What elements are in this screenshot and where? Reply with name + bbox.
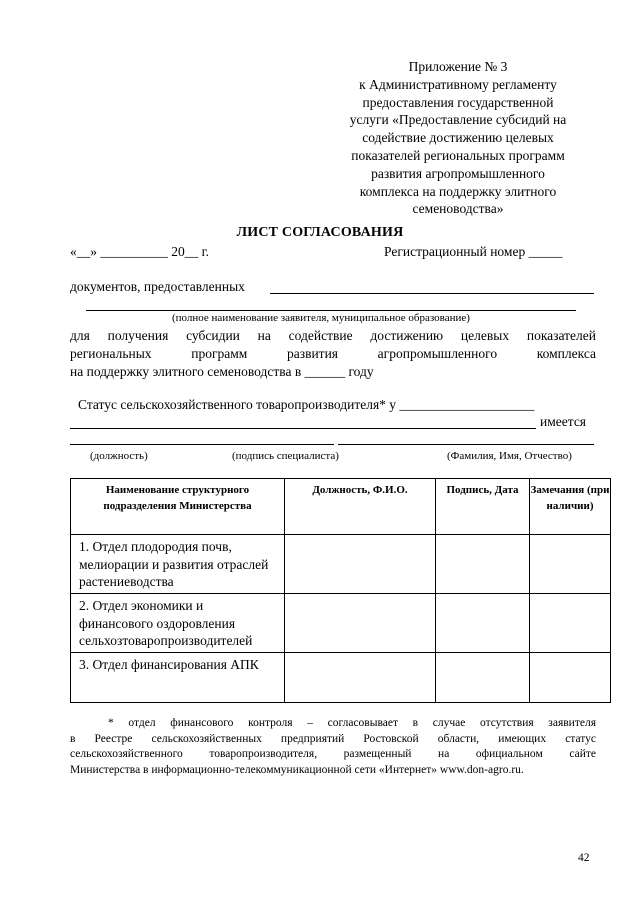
header-remarks: Замечания (при наличии) — [530, 479, 611, 535]
appendix-header — [322, 58, 594, 218]
remarks-cell — [530, 653, 611, 703]
appendix-line: к Административному регламенту — [359, 76, 557, 92]
approval-table — [70, 478, 611, 703]
department-cell: 1. Отдел плодородия почв, мелиорации и развития отраслей растениеводства — [71, 535, 285, 594]
appendix-line: содействие достижению целевых — [362, 130, 554, 146]
department-cell: 2. Отдел экономики и финансового оздоровления сельхозтоваропроизводителей — [71, 594, 285, 653]
applicant-name-underline-2 — [86, 310, 576, 311]
footnote-line: * отдел финансового контроля – согласовывает в случае отсутствия заявителя — [108, 717, 596, 729]
table-row — [71, 653, 611, 703]
purpose-line: на поддержку элитного семеноводства в ______ году — [70, 364, 374, 379]
appendix-line: развития агропромышленного — [371, 165, 545, 181]
applicant-name-underline — [270, 293, 594, 294]
footnote-line: сельскохозяйственного товаропроизводителя, размещенный на официальном сайте — [70, 748, 596, 761]
date-line: «__» __________ 20__ г. — [70, 244, 210, 259]
header-signature-date: Подпись, Дата — [436, 479, 530, 535]
position-name-cell — [285, 535, 436, 594]
purpose-line: для получения субсидии на содействие достижению целевых показателей — [70, 328, 596, 343]
registration-number-line: Регистрационный номер _____ — [384, 244, 563, 259]
signature-date-cell — [436, 653, 530, 703]
signature-underline-left — [70, 444, 334, 445]
appendix-line: услуги «Предоставление субсидий на — [349, 112, 567, 128]
remarks-cell — [530, 594, 611, 653]
name-caption: (Фамилия, Имя, Отчество) — [447, 450, 572, 462]
remarks-cell — [530, 535, 611, 594]
footnote-line: в Реестре сельскохозяйственных предприятий Ростовской области, имеющих статус — [70, 732, 596, 745]
status-underline — [70, 428, 536, 429]
appendix-line: комплекса на поддержку элитного — [359, 183, 557, 199]
table-row — [71, 594, 611, 653]
position-name-cell — [285, 594, 436, 653]
header-position-name: Должность, Ф.И.О. — [285, 479, 436, 535]
header-department: Наименование структурного подразделения Министерства — [71, 479, 285, 535]
signature-date-cell — [436, 594, 530, 653]
document-title: ЛИСТ СОГЛАСОВАНИЯ — [236, 225, 404, 240]
table-row — [71, 535, 611, 594]
table-header-row — [71, 479, 611, 535]
applicant-caption: (полное наименование заявителя, муниципальное образование) — [172, 312, 470, 324]
appendix-line: Приложение № 3 — [408, 59, 508, 74]
purpose-line: региональных программ развития агропромышленного комплекса — [70, 346, 596, 361]
has-status-word: имеется — [540, 414, 587, 429]
appendix-line: показателей региональных программ — [351, 147, 565, 163]
documents-label: документов, предоставленных — [70, 279, 245, 294]
status-line: Статус сельскохозяйственного товаропроизводителя* у ____________________ — [78, 397, 535, 412]
department-cell: 3. Отдел финансирования АПК — [71, 653, 285, 703]
footnote-line: Министерства в информационно-телекоммуникационной сети «Интернет» www.don-agro.ru. — [70, 763, 524, 776]
position-name-cell — [285, 653, 436, 703]
footnote — [70, 716, 596, 778]
appendix-line: семеноводства» — [412, 201, 504, 217]
signature-date-cell — [436, 535, 530, 594]
page-number: 42 — [578, 852, 590, 864]
signature-caption: (подпись специалиста) — [232, 450, 339, 462]
position-caption: (должность) — [90, 450, 148, 462]
signature-underline-right — [338, 444, 594, 445]
appendix-line: предоставления государственной — [362, 94, 554, 110]
purpose-paragraph — [70, 327, 596, 381]
